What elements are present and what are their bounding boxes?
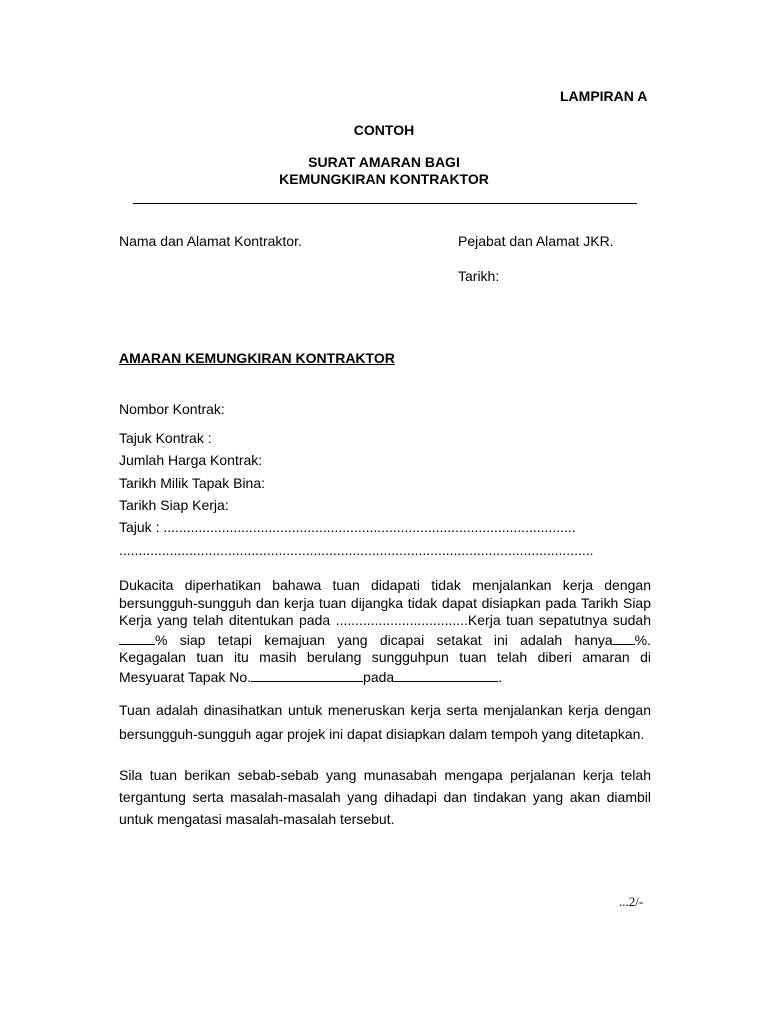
title-line-2: KEMUNGKIRAN KONTRAKTOR [279, 171, 489, 187]
contract-number-field: Nombor Kontrak: [119, 401, 225, 417]
p1-l3-text-b: Kerja tuan sepatutnya sudah [467, 612, 651, 628]
paragraph-2-line-2: bersungguh-sungguh agar projek ini dapat disiapkan dalam tempoh yang ditetapkan. [119, 726, 645, 742]
paragraph-2 [119, 698, 651, 746]
title-line-1: SURAT AMARAN BAGI [308, 154, 460, 170]
contract-amount-field: Jumlah Harga Kontrak: [119, 452, 263, 468]
paragraph-1-line-5: Kegagalan tuan itu masih berulang sungguhpun tuan telah diberi amaran di [119, 649, 651, 665]
paragraph-1-line-6 [119, 667, 651, 687]
paragraph-2-line-1: Tuan adalah dinasihatkan untuk meneruskan kerja serta menjalankan kerja dengan [119, 702, 651, 718]
p1-l4-text-a: % siap tetapi kemajuan yang dicapai setakat ini adalah [155, 631, 563, 648]
lampiran-label: LAMPIRAN A [560, 88, 648, 104]
paragraph-1 [119, 577, 651, 686]
tajuk-line-1: Tajuk : .......................................................................................................... [119, 519, 576, 535]
subject-heading: AMARAN KEMUNGKIRAN KONTRAKTOR [119, 350, 395, 366]
paragraph-1-line-3 [119, 612, 651, 630]
completion-date-field: Tarikh Siap Kerja: [119, 497, 229, 513]
progress-expected-blank [119, 630, 155, 645]
p1-l6-text-b: pada [363, 668, 395, 685]
p1-l6-text-a: Mesyuarat Tapak No. [119, 668, 252, 685]
p1-l4-text-c: %. [634, 631, 652, 648]
office-address-label: Pejabat dan Alamat JKR. [458, 233, 614, 249]
contoh-label: CONTOH [353, 122, 415, 138]
paragraph-3-line-2: tergantung serta masalah-masalah yang dihadapi dan tindakan yang akan diambil [119, 789, 651, 805]
paragraph-1-line-2: bersungguh-sungguh dan kerja tuan dijangka tidak dapat disiapkan pada Tarikh Siap [119, 594, 651, 611]
progress-actual-blank [613, 630, 635, 645]
meeting-date-blank [394, 667, 498, 682]
p1-l3-text-a: Kerja yang telah ditentukan pada [119, 612, 331, 628]
site-possession-date-field: Tarikh Milik Tapak Bina: [119, 475, 266, 491]
paragraph-3-line-1: Sila tuan berikan sebab-sebab yang munasabah mengapa perjalanan kerja telah [119, 767, 651, 783]
p1-l6-text-c: . [498, 668, 503, 685]
contractor-address-label: Nama dan Alamat Kontraktor. [119, 233, 302, 249]
p1-l3-dots: .................................. [335, 612, 468, 628]
tajuk-line-2: .......................................................................................................................... [119, 542, 594, 558]
meeting-number-blank [251, 667, 363, 682]
page-continuation-marker: ...2/- [619, 894, 644, 909]
contract-title-field: Tajuk Kontrak : [119, 430, 212, 446]
paragraph-3 [119, 764, 651, 830]
paragraph-1-line-1: Dukacita diperhatikan bahawa tuan didapati tidak menjalankan kerja dengan [119, 577, 651, 593]
header-divider [133, 203, 637, 204]
date-label: Tarikh: [458, 268, 500, 284]
paragraph-1-line-4 [119, 630, 651, 650]
paragraph-3-line-3: untuk mengatasi masalah-masalah tersebut. [119, 811, 395, 827]
p1-l4-text-b: hanya [574, 631, 613, 648]
